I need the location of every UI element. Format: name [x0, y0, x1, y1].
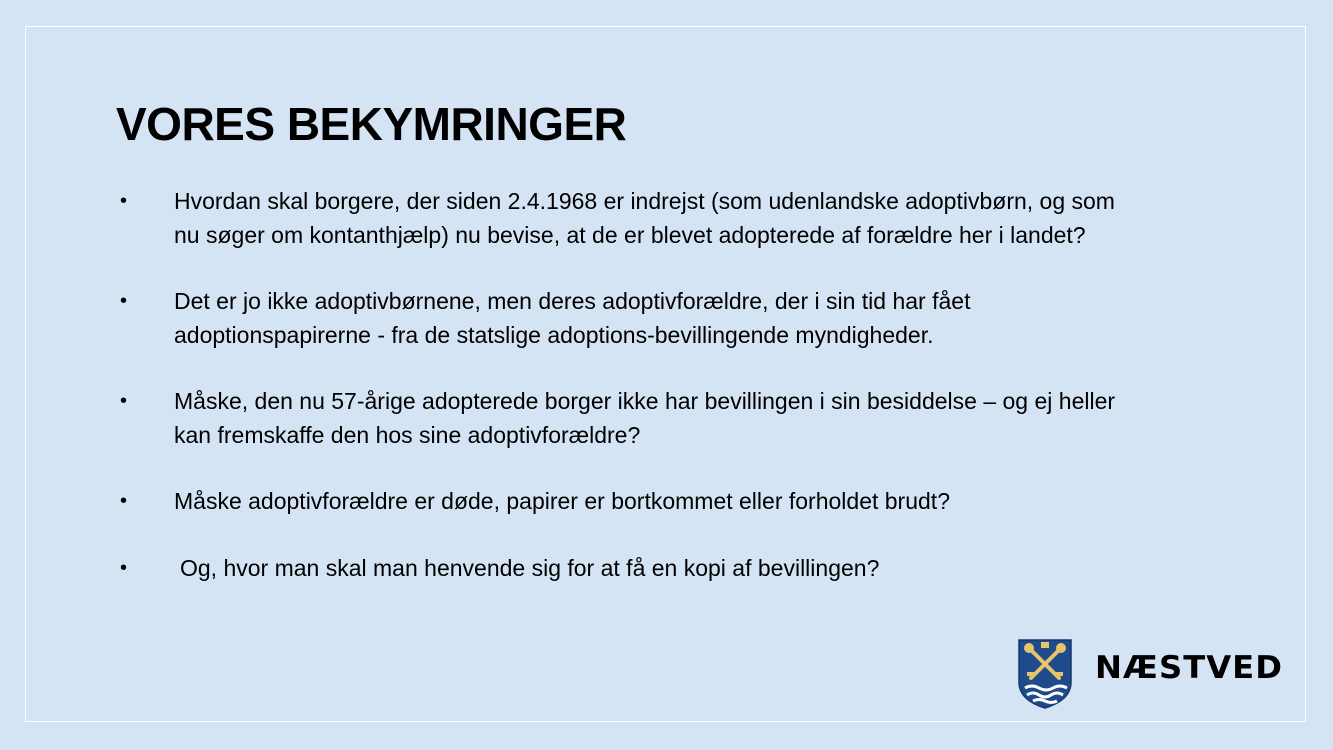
bullet-item	[120, 385, 1160, 452]
bullet-marker: •	[120, 390, 128, 412]
wordmark	[1095, 646, 1285, 686]
bullet-item	[120, 552, 1160, 586]
bullet-text: Og, hvor man skal man henvende sig for at få en kopi af bevillingen?	[180, 554, 880, 581]
bullet-marker: •	[120, 490, 128, 512]
bullet-text: Hvordan skal borgere, der siden 2.4.1968 er indrejst (som udenlandske adoptivbørn, og som nu søger om kontanthjælp) nu bevise, at de er blevet adopterede af forældre her i landet?	[174, 188, 1115, 248]
bullet-text: Det er jo ikke adoptivbørnene, men deres adoptivforældre, der i sin tid har fået adoptionspapirerne - fra de statslige adoptions-bevillingende myndigheder.	[174, 288, 971, 348]
slide-title: VORES BEKYMRINGER	[116, 98, 627, 150]
bullet-marker: •	[120, 190, 128, 212]
coat-of-arms-icon	[1017, 638, 1073, 710]
bullet-item	[120, 185, 1174, 252]
bullet-item	[120, 285, 1160, 352]
bullet-text: Måske adoptivforældre er døde, papirer er bortkommet eller forholdet brudt?	[174, 488, 950, 514]
bullet-marker: •	[120, 290, 128, 312]
naestved-logo	[1017, 638, 1287, 710]
wordmark-text: NÆSTVED	[1095, 650, 1283, 686]
bullet-item	[120, 485, 1160, 519]
bullet-text: Måske, den nu 57-årige adopterede borger ikke har bevillingen i sin besiddelse – og ej heller kan fremskaffe den hos sine adoptivforældre?	[174, 388, 1116, 448]
bullet-marker: •	[120, 556, 128, 579]
bullet-list	[120, 185, 1160, 618]
